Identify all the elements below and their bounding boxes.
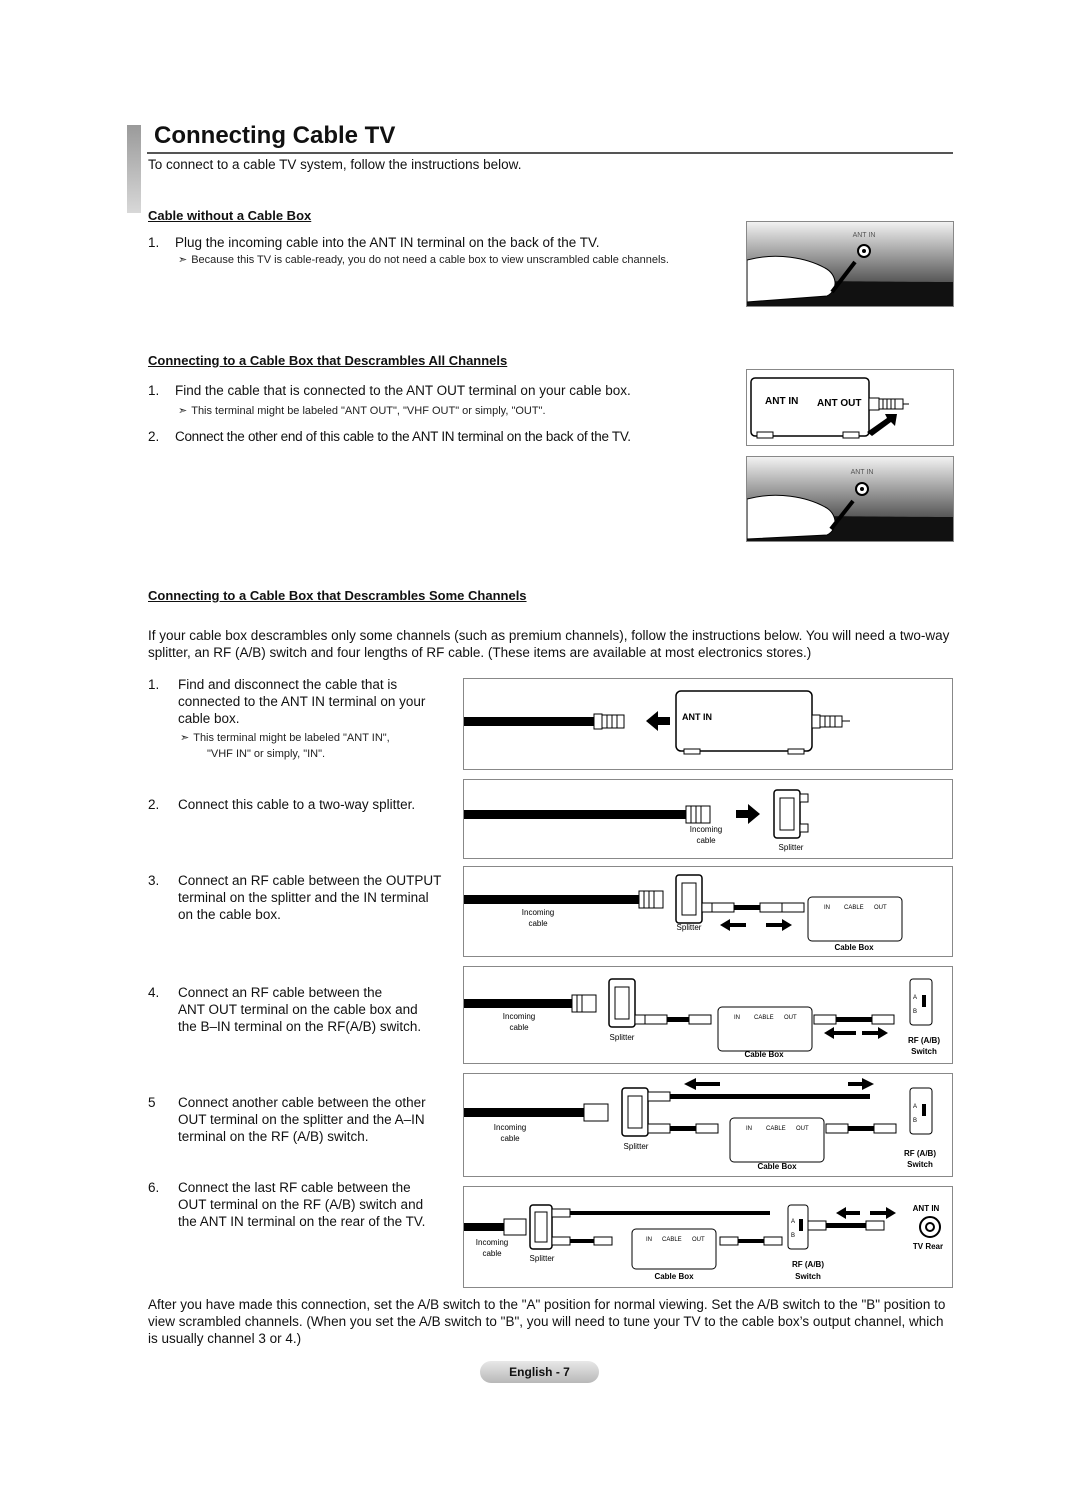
sec2-step-1	[148, 382, 738, 399]
note-arrow-icon: ➣	[178, 254, 188, 266]
figure-label-ant-in: ANT IN	[852, 232, 876, 239]
step-line: OUT terminal on the RF (A/B) switch and	[178, 1197, 424, 1212]
figure-step-2-splitter	[463, 779, 953, 859]
step-text: Connect the other end of this cable to the ANT IN terminal on the back of the TV.	[175, 429, 631, 444]
label-cable: cable	[482, 1249, 502, 1258]
sec3-step-4	[148, 984, 458, 1035]
label-b: B	[913, 1009, 918, 1015]
label-incoming: Incoming	[689, 825, 723, 834]
label-tv-rear: TV Rear	[912, 1242, 944, 1251]
step-number: 4.	[148, 985, 160, 1000]
figure-tv-ant-in-2	[746, 456, 954, 542]
note-line: "VHF IN" or simply, "IN".	[207, 748, 326, 760]
label-ant-in: ANT IN	[912, 1204, 940, 1213]
label-b: B	[913, 1118, 918, 1124]
label-in: IN	[646, 1237, 652, 1243]
sec1-note	[178, 252, 669, 268]
step-line: Connect an RF cable between the OUTPUT	[178, 873, 442, 888]
section-heading-all-channels: Connecting to a Cable Box that Descrambles All Channels	[148, 353, 508, 368]
page-title: Connecting Cable TV	[154, 122, 396, 149]
step-line: the B–IN terminal on the RF(A/B) switch.	[178, 1019, 422, 1034]
figure-step-6-tv-rear	[463, 1186, 953, 1288]
sec3-step-1	[148, 676, 448, 727]
section-heading-some-channels: Connecting to a Cable Box that Descrambles Some Channels	[148, 588, 527, 603]
label-rf-ab: RF (A/B)	[908, 1036, 940, 1045]
step-number: 1.	[148, 235, 160, 250]
label-a: A	[913, 1104, 918, 1110]
step-line: Connect an RF cable between the	[178, 985, 383, 1000]
label-incoming: Incoming	[502, 1012, 536, 1021]
step-line: terminal on the RF (A/B) switch.	[178, 1129, 369, 1144]
label-cable-box: Cable Box	[744, 1050, 784, 1059]
label-incoming: Incoming	[521, 908, 555, 917]
label-cable-mid: CABLE	[662, 1237, 682, 1243]
label-ant-out: ANT OUT	[817, 398, 862, 409]
label-cable-mid: CABLE	[754, 1015, 774, 1021]
label-out: OUT	[796, 1126, 809, 1132]
sec3-intro: If your cable box descrambles only some channels (such as premium channels), follow the instructions below. You will need a two-way splitter, an RF (A/B) switch and four lengths of RF cable. (These items are available at most electronics stores.)	[148, 628, 950, 660]
note-text: Because this TV is cable-ready, you do not need a cable box to view unscrambled cable channels.	[191, 254, 669, 266]
label-cable: cable	[696, 836, 716, 845]
label-out: OUT	[784, 1015, 797, 1021]
label-in: IN	[734, 1015, 740, 1021]
intro-text: To connect to a cable TV system, follow the instructions below.	[148, 157, 522, 172]
figure-label-ant-in: ANT IN	[850, 469, 874, 476]
sec2-step-2	[148, 428, 738, 445]
label-cable: cable	[528, 919, 548, 928]
label-switch: Switch	[795, 1272, 821, 1281]
label-cable-mid: CABLE	[844, 905, 864, 911]
step-line: Connect this cable to a two-way splitter.	[178, 797, 416, 812]
note-line: This terminal might be labeled "ANT IN",	[193, 732, 390, 744]
step-text: Plug the incoming cable into the ANT IN terminal on the back of the TV.	[175, 235, 600, 250]
label-cable: cable	[500, 1134, 520, 1143]
step-number: 2.	[148, 797, 160, 812]
section-heading-no-box: Cable without a Cable Box	[148, 208, 312, 223]
label-a: A	[913, 995, 918, 1001]
label-out: OUT	[692, 1237, 705, 1243]
label-incoming: Incoming	[475, 1238, 509, 1247]
label-splitter: Splitter	[778, 843, 804, 852]
label-rf-ab: RF (A/B)	[792, 1260, 824, 1269]
label-switch: Switch	[911, 1047, 937, 1056]
figure-step-5-a-in	[463, 1073, 953, 1177]
label-in: IN	[746, 1126, 752, 1132]
label-b: B	[791, 1233, 796, 1239]
label-rf-ab: RF (A/B)	[904, 1149, 936, 1158]
step-number: 2.	[148, 429, 160, 444]
page-footer: English - 7	[480, 1361, 599, 1383]
step-number: 1.	[148, 383, 160, 398]
step-line: Connect the last RF cable between the	[178, 1180, 411, 1195]
label-ant-in: ANT IN	[682, 712, 712, 722]
step-number: 6.	[148, 1180, 160, 1195]
sec3-note	[180, 730, 390, 762]
step-line: ANT OUT terminal on the cable box and	[178, 1002, 418, 1017]
figure-cable-box-ant-out	[746, 369, 954, 446]
sec3-outro: After you have made this connection, set the A/B switch to the "A" position for normal viewing. Set the A/B switch to the "B" position to view scrambled channels. (When you set the A/B switch to "B", you will need to tune your TV to the cable box’s output channel, which is usually channel 3 or 4.)	[148, 1297, 946, 1346]
label-in: IN	[824, 905, 830, 911]
label-splitter: Splitter	[609, 1033, 635, 1042]
label-splitter: Splitter	[676, 923, 702, 932]
sec3-step-5	[148, 1094, 458, 1145]
step-line: OUT terminal on the splitter and the A–IN	[178, 1112, 425, 1127]
label-cable-box: Cable Box	[834, 943, 874, 952]
label-switch: Switch	[907, 1160, 933, 1169]
figure-tv-ant-in-1	[746, 221, 954, 307]
figure-step-4-rf-switch	[463, 966, 953, 1064]
title-rule	[147, 152, 953, 154]
note-text: This terminal might be labeled "ANT OUT", "VHF OUT" or simply, "OUT".	[191, 405, 546, 417]
step-line: the ANT IN terminal on the rear of the TV.	[178, 1214, 426, 1229]
step-line: connected to the ANT IN terminal on your	[178, 694, 426, 709]
label-ant-in: ANT IN	[765, 396, 799, 407]
sec3-step-3	[148, 872, 458, 923]
sec2-note	[178, 403, 546, 419]
label-cable-box: Cable Box	[654, 1272, 694, 1281]
step-line: terminal on the splitter and the IN terminal	[178, 890, 429, 905]
step-line: on the cable box.	[178, 907, 281, 922]
label-cable: cable	[509, 1023, 529, 1032]
step-line: Connect another cable between the other	[178, 1095, 426, 1110]
sec1-step-1	[148, 234, 738, 251]
label-out: OUT	[874, 905, 887, 911]
sec3-step-6	[148, 1179, 458, 1230]
step-text: Find the cable that is connected to the ANT OUT terminal on your cable box.	[175, 383, 631, 398]
label-a: A	[791, 1219, 796, 1225]
label-incoming: Incoming	[493, 1123, 527, 1132]
label-splitter: Splitter	[623, 1142, 649, 1151]
step-line: cable box.	[178, 711, 240, 726]
step-number: 3.	[148, 873, 160, 888]
step-number: 1.	[148, 677, 160, 692]
note-arrow-icon: ➣	[178, 405, 188, 417]
title-accent-bar	[127, 125, 141, 213]
label-cable-mid: CABLE	[766, 1126, 786, 1132]
label-splitter: Splitter	[529, 1254, 555, 1263]
note-arrow-icon: ➣	[180, 732, 190, 744]
label-cable-box: Cable Box	[757, 1162, 797, 1171]
figure-step-3-cable-box	[463, 866, 953, 957]
figure-step-1-disconnect	[463, 678, 953, 770]
step-line: Find and disconnect the cable that is	[178, 677, 398, 692]
sec3-step-2	[148, 796, 448, 813]
step-number: 5	[148, 1095, 156, 1110]
